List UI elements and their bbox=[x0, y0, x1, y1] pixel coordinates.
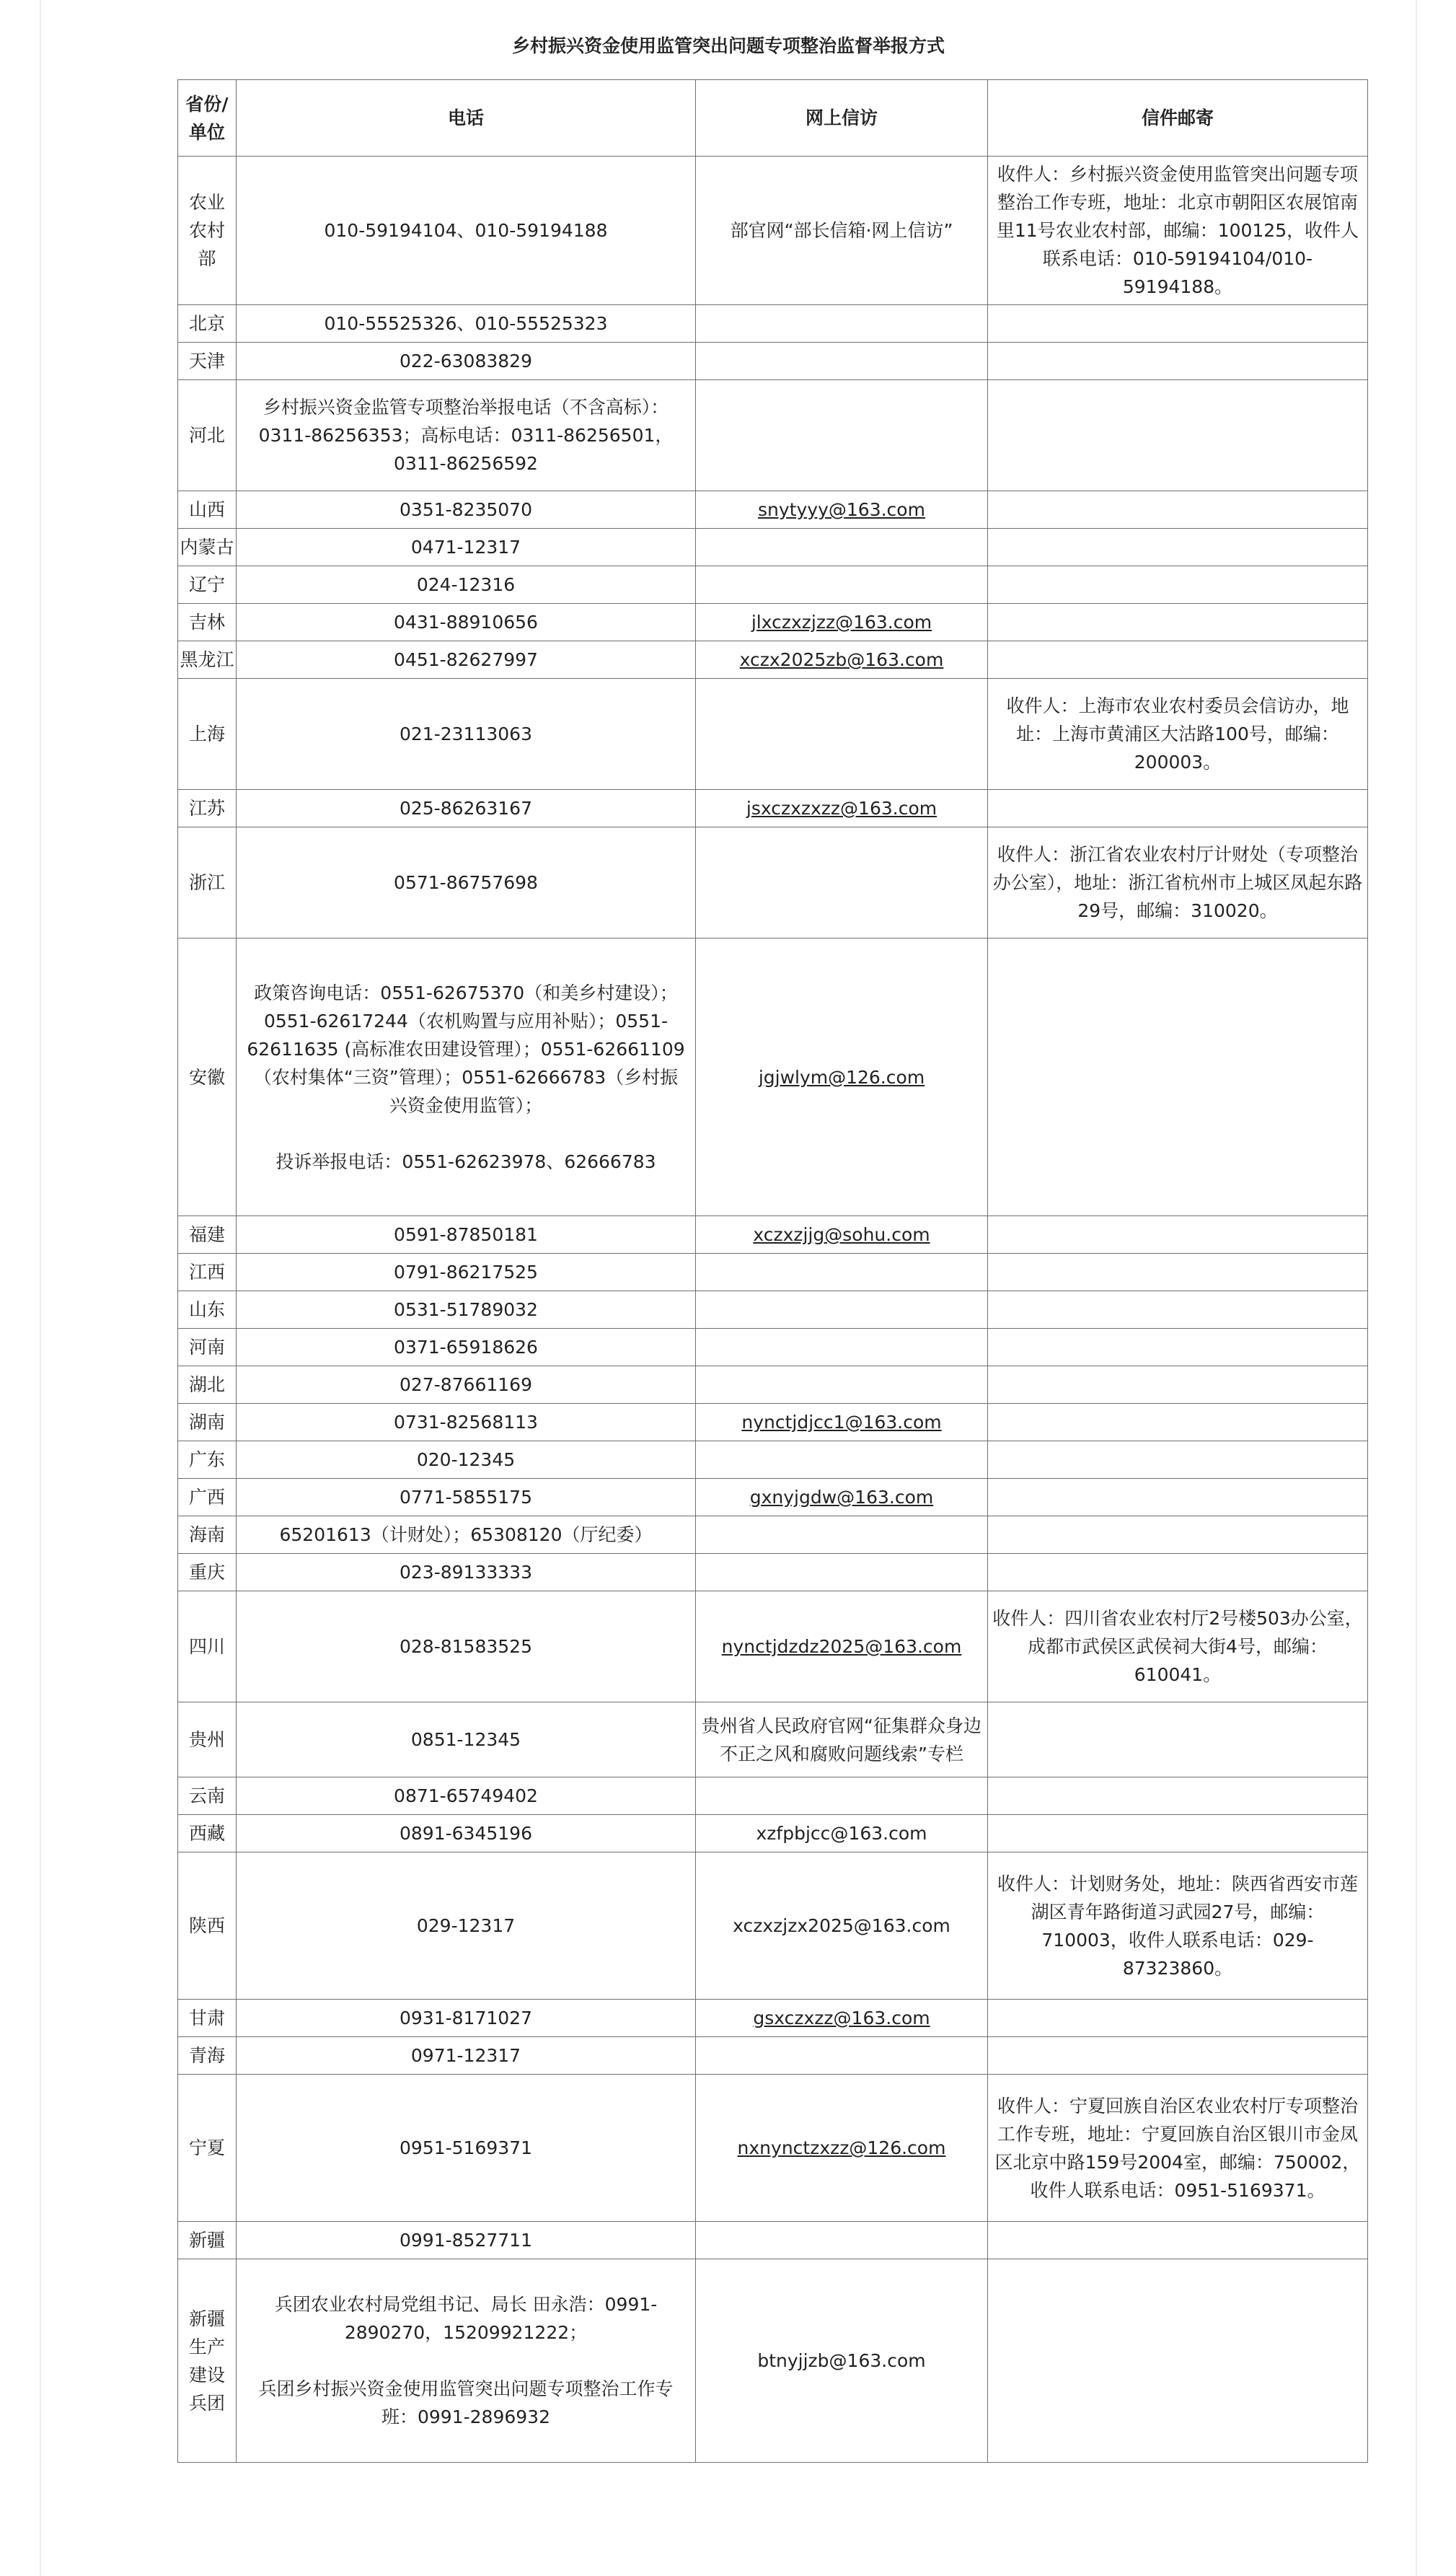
email-link[interactable]: gsxczxzz@163.com bbox=[753, 2008, 930, 2028]
province-cell: 山西 bbox=[178, 491, 237, 529]
header-online: 网上信访 bbox=[696, 80, 988, 157]
province-cell: 内蒙古 bbox=[178, 529, 237, 566]
table-row bbox=[178, 1291, 1368, 1329]
province-cell: 北京 bbox=[178, 305, 237, 343]
province-cell: 上海 bbox=[178, 679, 237, 790]
phone-cell: 010-59194104、010-59194188 bbox=[237, 157, 696, 305]
mail-cell bbox=[988, 529, 1368, 566]
phone-cell bbox=[237, 938, 696, 1216]
mail-cell bbox=[988, 1291, 1368, 1329]
table-row bbox=[178, 1554, 1368, 1591]
phone-cell: 0591-87850181 bbox=[237, 1216, 696, 1254]
phone-cell: 0931-8171027 bbox=[237, 2000, 696, 2037]
mail-cell bbox=[988, 1479, 1368, 1516]
table-row bbox=[178, 1777, 1368, 1815]
email-link[interactable]: jlxczxzjzz@163.com bbox=[751, 612, 932, 633]
online-cell bbox=[696, 2037, 988, 2075]
phone-cell: 0951-5169371 bbox=[237, 2075, 696, 2222]
email-link[interactable]: xczxzjjg@sohu.com bbox=[753, 1224, 930, 1245]
table-row bbox=[178, 491, 1368, 529]
phone-cell: 0991-8527711 bbox=[237, 2222, 696, 2259]
table-row bbox=[178, 1216, 1368, 1254]
table-row bbox=[178, 566, 1368, 604]
phone-cell: 028-81583525 bbox=[237, 1591, 696, 1702]
mail-cell bbox=[988, 1366, 1368, 1404]
online-cell bbox=[696, 1441, 988, 1479]
table-row bbox=[178, 827, 1368, 938]
table-body bbox=[178, 157, 1368, 2463]
province-cell: 新疆生产建设兵团 bbox=[178, 2259, 237, 2463]
province-cell: 海南 bbox=[178, 1516, 237, 1554]
mail-cell bbox=[988, 790, 1368, 827]
email-link[interactable]: jgjwlym@126.com bbox=[758, 1066, 925, 1088]
province-cell: 农业农村部 bbox=[178, 157, 237, 305]
mail-cell bbox=[988, 2259, 1368, 2463]
table-row bbox=[178, 1329, 1368, 1366]
province-cell: 西藏 bbox=[178, 1815, 237, 1852]
phone-cell: 029-12317 bbox=[237, 1852, 696, 2000]
phone-cell: 0351-8235070 bbox=[237, 491, 696, 529]
mail-cell bbox=[988, 380, 1368, 491]
email-link[interactable]: xczx2025zb@163.com bbox=[739, 649, 944, 670]
online-cell: xzfpbjcc@163.com bbox=[696, 1815, 988, 1852]
table-row bbox=[178, 2000, 1368, 2037]
online-cell bbox=[696, 1366, 988, 1404]
province-cell: 湖北 bbox=[178, 1366, 237, 1404]
province-cell: 青海 bbox=[178, 2037, 237, 2075]
mail-cell bbox=[988, 1329, 1368, 1366]
header-province: 省份/ 单位 bbox=[178, 80, 237, 157]
mail-cell bbox=[988, 1516, 1368, 1554]
table-row bbox=[178, 2222, 1368, 2259]
phone-cell: 022-63083829 bbox=[237, 343, 696, 380]
mail-cell bbox=[988, 1216, 1368, 1254]
phone-text: 投诉举报电话：0551-62623978、62666783 bbox=[275, 1151, 656, 1172]
table-row bbox=[178, 157, 1368, 305]
province-cell: 河南 bbox=[178, 1329, 237, 1366]
mail-cell: 收件人：宁夏回族自治区农业农村厅专项整治工作专班，地址：宁夏回族自治区银川市金凤区北京中路159号2004室，邮编：750002，收件人联系电话：0951-5169371。 bbox=[988, 2075, 1368, 2222]
online-cell: 部官网“部长信箱·网上信访” bbox=[696, 157, 988, 305]
phone-cell: 025-86263167 bbox=[237, 790, 696, 827]
phone-cell: 023-89133333 bbox=[237, 1554, 696, 1591]
table-row bbox=[178, 1479, 1368, 1516]
email-link[interactable]: snytyyy@163.com bbox=[758, 499, 925, 520]
online-cell bbox=[696, 1479, 988, 1516]
province-cell: 福建 bbox=[178, 1216, 237, 1254]
table-row bbox=[178, 679, 1368, 790]
phone-cell: 0771-5855175 bbox=[237, 1479, 696, 1516]
table-row bbox=[178, 1366, 1368, 1404]
header-mail: 信件邮寄 bbox=[988, 80, 1368, 157]
phone-cell: 0791-86217525 bbox=[237, 1254, 696, 1291]
province-cell: 四川 bbox=[178, 1591, 237, 1702]
mail-cell bbox=[988, 1404, 1368, 1441]
province-cell: 山东 bbox=[178, 1291, 237, 1329]
province-cell: 安徽 bbox=[178, 938, 237, 1216]
online-cell bbox=[696, 1329, 988, 1366]
phone-cell: 0971-12317 bbox=[237, 2037, 696, 2075]
phone-cell: 0471-12317 bbox=[237, 529, 696, 566]
mail-cell bbox=[988, 343, 1368, 380]
phone-cell: 021-23113063 bbox=[237, 679, 696, 790]
table-row bbox=[178, 343, 1368, 380]
online-cell bbox=[696, 1404, 988, 1441]
online-cell: xczxzjzx2025@163.com bbox=[696, 1852, 988, 2000]
mail-cell: 收件人：四川省农业农村厅2号楼503办公室，成都市武侯区武侯祠大街4号，邮编：610041。 bbox=[988, 1591, 1368, 1702]
table-row bbox=[178, 1254, 1368, 1291]
table-row bbox=[178, 1852, 1368, 2000]
province-cell: 陕西 bbox=[178, 1852, 237, 2000]
province-cell: 甘肃 bbox=[178, 2000, 237, 2037]
online-cell bbox=[696, 2222, 988, 2259]
table-row bbox=[178, 380, 1368, 491]
email-link[interactable]: jsxczxzxzz@163.com bbox=[746, 798, 937, 819]
phone-cell: 020-12345 bbox=[237, 1441, 696, 1479]
email-link[interactable]: nxnynctzxzz@126.com bbox=[737, 2137, 946, 2158]
online-cell bbox=[696, 938, 988, 1216]
mail-cell bbox=[988, 1441, 1368, 1479]
online-cell bbox=[696, 604, 988, 641]
online-cell bbox=[696, 2000, 988, 2037]
page-title: 乡村振兴资金使用监管突出问题专项整治监督举报方式 bbox=[511, 35, 945, 56]
table-row bbox=[178, 1591, 1368, 1702]
online-cell: 贵州省人民政府官网“征集群众身边不正之风和腐败问题线索”专栏 bbox=[696, 1702, 988, 1777]
phone-cell: 乡村振兴资金监管专项整治举报电话（不含高标）：0311-86256353；高标电话：0311-86256501，0311-86256592 bbox=[237, 380, 696, 491]
mail-cell: 收件人：乡村振兴资金使用监管突出问题专项整治工作专班，地址：北京市朝阳区农展馆南里11号农业农村部，邮编：100125，收件人联系电话：010-59194104/010-59194188。 bbox=[988, 157, 1368, 305]
phone-cell: 0571-86757698 bbox=[237, 827, 696, 938]
mail-cell bbox=[988, 2037, 1368, 2075]
header-row bbox=[178, 80, 1368, 157]
online-cell bbox=[696, 1777, 988, 1815]
province-cell: 江苏 bbox=[178, 790, 237, 827]
online-cell bbox=[696, 529, 988, 566]
online-cell: btnyjjzb@163.com bbox=[696, 2259, 988, 2463]
table-row bbox=[178, 2075, 1368, 2222]
province-cell: 广西 bbox=[178, 1479, 237, 1516]
report-table bbox=[177, 79, 1368, 2463]
phone-cell: 65201613（计财处）；65308120（厅纪委） bbox=[237, 1516, 696, 1554]
table-row bbox=[178, 305, 1368, 343]
mail-cell bbox=[988, 2222, 1368, 2259]
table-row bbox=[178, 529, 1368, 566]
table-row bbox=[178, 641, 1368, 679]
phone-cell: 0531-51789032 bbox=[237, 1291, 696, 1329]
online-cell bbox=[696, 1254, 988, 1291]
document-page bbox=[40, 0, 1417, 2576]
phone-cell: 0871-65749402 bbox=[237, 1777, 696, 1815]
province-cell: 湖南 bbox=[178, 1404, 237, 1441]
province-cell: 浙江 bbox=[178, 827, 237, 938]
mail-cell bbox=[988, 305, 1368, 343]
mail-cell bbox=[988, 1702, 1368, 1777]
online-cell bbox=[696, 566, 988, 604]
mail-cell: 收件人：浙江省农业农村厅计财处（专项整治办公室），地址：浙江省杭州市上城区凤起东路29号，邮编：310020。 bbox=[988, 827, 1368, 938]
online-cell bbox=[696, 305, 988, 343]
email-link[interactable]: nynctjdjcc1@163.com bbox=[741, 1412, 942, 1433]
phone-cell: 010-55525326、010-55525323 bbox=[237, 305, 696, 343]
email-link[interactable]: nynctjdzdz2025@163.com bbox=[721, 1636, 962, 1657]
table-row bbox=[178, 2259, 1368, 2463]
mail-cell bbox=[988, 1777, 1368, 1815]
phone-cell: 0851-12345 bbox=[237, 1702, 696, 1777]
online-cell bbox=[696, 1516, 988, 1554]
table-row bbox=[178, 1815, 1368, 1852]
online-cell bbox=[696, 1291, 988, 1329]
province-cell: 辽宁 bbox=[178, 566, 237, 604]
province-cell: 河北 bbox=[178, 380, 237, 491]
header-phone: 电话 bbox=[237, 80, 696, 157]
phone-cell: 0891-6345196 bbox=[237, 1815, 696, 1852]
table-row bbox=[178, 2037, 1368, 2075]
phone-cell: 0451-82627997 bbox=[237, 641, 696, 679]
online-cell bbox=[696, 641, 988, 679]
table-row bbox=[178, 1404, 1368, 1441]
mail-cell bbox=[988, 641, 1368, 679]
phone-cell: 0431-88910656 bbox=[237, 604, 696, 641]
table-row bbox=[178, 604, 1368, 641]
mail-cell: 收件人：上海市农业农村委员会信访办，地址：上海市黄浦区大沽路100号，邮编：200003。 bbox=[988, 679, 1368, 790]
mail-cell bbox=[988, 1254, 1368, 1291]
mail-cell bbox=[988, 1554, 1368, 1591]
phone-cell bbox=[237, 2259, 696, 2463]
table-row bbox=[178, 1516, 1368, 1554]
mail-cell bbox=[988, 491, 1368, 529]
phone-cell: 024-12316 bbox=[237, 566, 696, 604]
province-cell: 宁夏 bbox=[178, 2075, 237, 2222]
mail-cell bbox=[988, 1815, 1368, 1852]
mail-cell bbox=[988, 566, 1368, 604]
online-cell bbox=[696, 1216, 988, 1254]
province-cell: 广东 bbox=[178, 1441, 237, 1479]
online-cell bbox=[696, 790, 988, 827]
province-cell: 贵州 bbox=[178, 1702, 237, 1777]
mail-cell bbox=[988, 938, 1368, 1216]
online-cell bbox=[696, 679, 988, 790]
online-cell bbox=[696, 827, 988, 938]
table-row bbox=[178, 938, 1368, 1216]
online-cell bbox=[696, 380, 988, 491]
province-cell: 云南 bbox=[178, 1777, 237, 1815]
phone-text: 兵团乡村振兴资金使用监管突出问题专项整治工作专班：0991-2896932 bbox=[258, 2378, 674, 2427]
province-cell: 黑龙江 bbox=[178, 641, 237, 679]
phone-cell: 0371-65918626 bbox=[237, 1329, 696, 1366]
province-cell: 江西 bbox=[178, 1254, 237, 1291]
mail-cell bbox=[988, 604, 1368, 641]
province-cell: 吉林 bbox=[178, 604, 237, 641]
online-cell bbox=[696, 2075, 988, 2222]
mail-cell bbox=[988, 2000, 1368, 2037]
email-link[interactable]: gxnyjgdw@163.com bbox=[749, 1487, 934, 1508]
phone-cell: 0731-82568113 bbox=[237, 1404, 696, 1441]
province-cell: 天津 bbox=[178, 343, 237, 380]
phone-text: 政策咨询电话：0551-62675370（和美乡村建设）；0551-62617244（农机购置与应用补贴）；0551-62611635 (高标准农田建设管理）；0551-62661109（农村集体“三资”管理）；0551-62666783（乡村振兴资金使用监管）； bbox=[247, 982, 685, 1116]
phone-text: 兵团农业农村局党组书记、局长 田永浩：0991-2890270，15209921222； bbox=[274, 2294, 658, 2343]
online-cell bbox=[696, 491, 988, 529]
phone-cell: 027-87661169 bbox=[237, 1366, 696, 1404]
table-row bbox=[178, 1702, 1368, 1777]
mail-cell: 收件人：计划财务处，地址：陕西省西安市莲湖区青年路街道习武园27号，邮编：710003，收件人联系电话：029-87323860。 bbox=[988, 1852, 1368, 2000]
province-cell: 重庆 bbox=[178, 1554, 237, 1591]
table-row bbox=[178, 790, 1368, 827]
online-cell bbox=[696, 1554, 988, 1591]
online-cell bbox=[696, 1591, 988, 1702]
table-row bbox=[178, 1441, 1368, 1479]
province-cell: 新疆 bbox=[178, 2222, 237, 2259]
online-cell bbox=[696, 343, 988, 380]
